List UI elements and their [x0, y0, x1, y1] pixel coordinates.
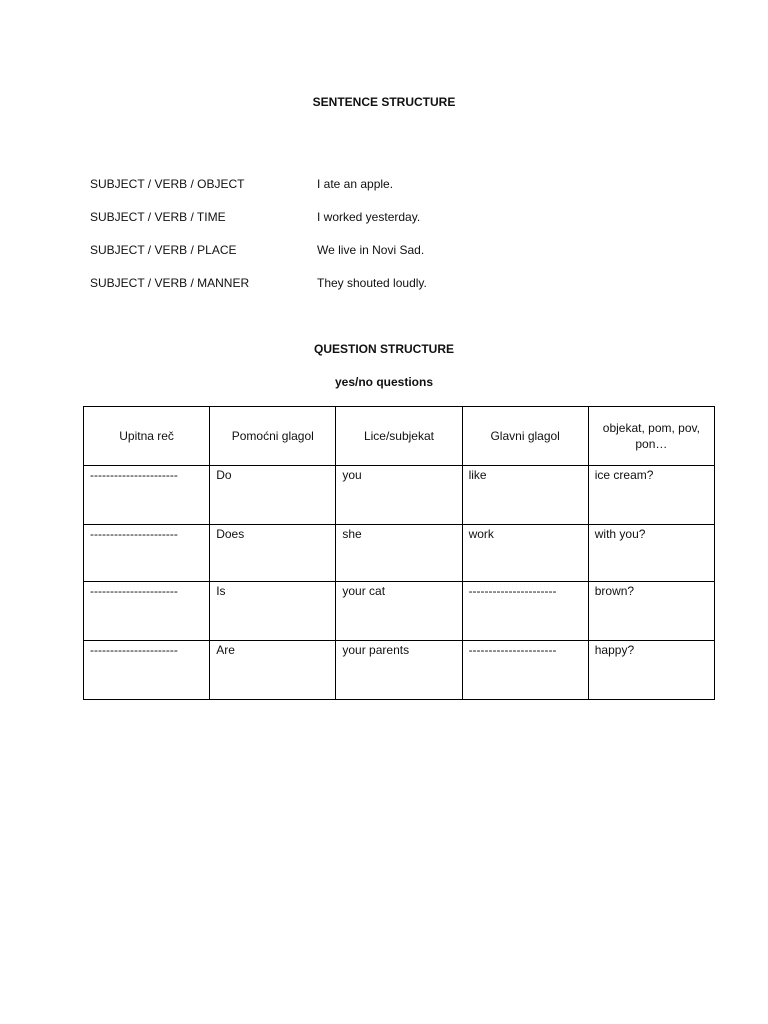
- table-cell: Is: [210, 582, 336, 641]
- table-cell: happy?: [588, 641, 714, 700]
- table-cell: she: [336, 525, 462, 582]
- table-header-row: [84, 407, 715, 466]
- table-cell: with you?: [588, 525, 714, 582]
- sentence-pattern-row: [90, 177, 690, 193]
- table-row: [84, 466, 715, 525]
- table-cell: brown?: [588, 582, 714, 641]
- table-row: [84, 582, 715, 641]
- header-cell: Upitna reč: [84, 407, 210, 466]
- table-cell: ----------------------: [84, 641, 210, 700]
- table-cell: work: [462, 525, 588, 582]
- table-row: [84, 641, 715, 700]
- header-cell: Glavni glagol: [462, 407, 588, 466]
- question-structure-table: [83, 406, 715, 700]
- table-cell: ----------------------: [462, 582, 588, 641]
- pattern-example: They shouted loudly.: [317, 276, 427, 290]
- table-cell: ----------------------: [84, 582, 210, 641]
- pattern-label: SUBJECT / VERB / OBJECT: [90, 177, 245, 191]
- table-row: [84, 525, 715, 582]
- section-title: QUESTION STRUCTURE: [313, 342, 454, 356]
- table-cell: Are: [210, 641, 336, 700]
- section-subtitle: yes/no questions: [334, 375, 434, 389]
- sentence-pattern-row: [90, 243, 690, 259]
- table-cell: ----------------------: [84, 466, 210, 525]
- header-cell: Pomoćni glagol: [210, 407, 336, 466]
- table-cell: ----------------------: [84, 525, 210, 582]
- sentence-pattern-row: [90, 210, 690, 226]
- pattern-example: I ate an apple.: [317, 177, 394, 191]
- table-cell: ----------------------: [462, 641, 588, 700]
- table-cell: you: [336, 466, 462, 525]
- table-cell: Do: [210, 466, 336, 525]
- header-cell: objekat, pom, pov, pon…: [588, 407, 714, 466]
- pattern-label: SUBJECT / VERB / MANNER: [90, 276, 250, 290]
- table-cell: ice cream?: [588, 466, 714, 525]
- table-cell: your parents: [336, 641, 462, 700]
- sentence-pattern-row: [90, 276, 690, 292]
- pattern-example: We live in Novi Sad.: [317, 243, 425, 257]
- table-cell: like: [462, 466, 588, 525]
- pattern-example: I worked yesterday.: [317, 210, 421, 224]
- header-cell: Lice/subjekat: [336, 407, 462, 466]
- table-cell: your cat: [336, 582, 462, 641]
- pattern-label: SUBJECT / VERB / PLACE: [90, 243, 237, 257]
- pattern-label: SUBJECT / VERB / TIME: [90, 210, 226, 224]
- page-title: SENTENCE STRUCTURE: [312, 95, 456, 109]
- table-cell: Does: [210, 525, 336, 582]
